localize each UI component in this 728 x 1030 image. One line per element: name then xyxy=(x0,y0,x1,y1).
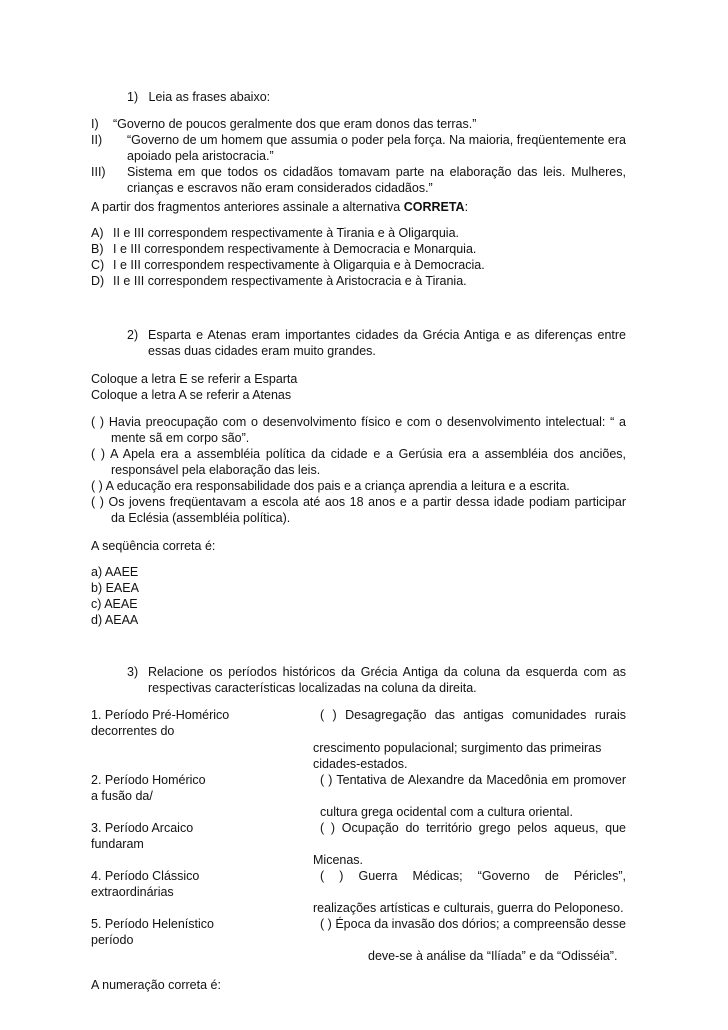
q1-option-d xyxy=(91,273,467,289)
q2-title-line-1: Esparta e Atenas eram importantes cidades da Grécia Antiga e as diferenças entre xyxy=(148,328,626,342)
q2-answer-b: b) EAEA xyxy=(91,581,139,595)
q2-item-4-line-1: ( ) Os jovens freqüentavam a escola até aos 18 anos e a partir dessa idade podiam participar xyxy=(91,495,626,509)
q1-option-c-text: I e III correspondem respectivamente à Oligarquia e à Democracia. xyxy=(113,258,485,272)
q2-answer-c: c) AEAE xyxy=(91,597,138,611)
q3-left-5-cont: período xyxy=(91,933,134,947)
q1-instruction-text: A partir dos fragmentos anteriores assinale a alternativa xyxy=(91,200,401,214)
q3-left-5: 5. Período Helenístico xyxy=(91,917,214,931)
q1-option-d-letter: D) xyxy=(91,274,105,288)
q3-left-3-cont: fundaram xyxy=(91,837,144,851)
q3-left-2-cont: a fusão da/ xyxy=(91,789,153,803)
q1-instruction-suffix: : xyxy=(464,200,469,214)
q3-left-4: 4. Período Clássico xyxy=(91,869,200,883)
q3-right-1-line-1: ( ) Desagregação das antigas comunidades rurais xyxy=(320,708,626,722)
q2-item-4-line-2: da Eclésia (assembléia política). xyxy=(111,511,291,525)
q1-item-1-num: I) xyxy=(91,117,99,131)
q1-item-3-num: III) xyxy=(91,165,106,179)
q1-item-3-line-1: Sistema em que todos os cidadãos tomavam parte na elaboração das leis. Mulheres, xyxy=(127,165,626,179)
q3-right-4-line-1: ( ) Guerra Médicas; “Governo de Péricles”, xyxy=(320,869,626,883)
q1-title: 1) Leia as frases abaixo: xyxy=(127,90,271,104)
q1-option-b-letter: B) xyxy=(91,242,104,256)
q2-item-2-line-2: responsável pela elaboração das leis. xyxy=(111,463,321,477)
q2-legend-e: Coloque a letra E se referir a Esparta xyxy=(91,372,298,386)
q3-title-line-2: respectivas características localizadas na coluna da direita. xyxy=(148,681,477,695)
q2-num: 2) xyxy=(127,328,139,342)
q1-option-b xyxy=(91,241,476,257)
q1-instruction xyxy=(91,199,468,215)
q3-prompt: A numeração correta é: xyxy=(91,978,221,992)
q3-left-1: 1. Período Pré-Homérico xyxy=(91,708,230,722)
q1-option-a-letter: A) xyxy=(91,226,104,240)
q1-instruction-bold: CORRETA xyxy=(403,200,465,214)
q1-item-2-num: II) xyxy=(91,133,103,147)
q1-option-c-letter: C) xyxy=(91,258,105,272)
q3-title-line-1: Relacione os períodos históricos da Grécia Antiga da coluna da esquerda com as xyxy=(148,665,626,679)
q2-legend-a: Coloque a letra A se referir a Atenas xyxy=(91,388,292,402)
q1-option-a xyxy=(91,225,459,241)
q3-right-5-line-2: deve-se à análise da “Ilíada” e da “Odisséia”. xyxy=(368,949,618,963)
q3-right-3-line-2: Micenas. xyxy=(313,853,364,867)
q1-option-d-text: II e III correspondem respectivamente à Aristocracia e à Tirania. xyxy=(113,274,467,288)
q1-option-a-text: II e III correspondem respectivamente à Tirania e à Oligarquia. xyxy=(113,226,460,240)
q3-right-4-line-2: realizações artísticas e culturais, guerra do Peloponeso. xyxy=(313,901,624,915)
q1-option-b-text: I e III correspondem respectivamente à Democracia e Monarquia. xyxy=(113,242,477,256)
q2-item-3: ( ) A educação era responsabilidade dos pais e a criança aprendia a leitura e a escrita. xyxy=(91,479,570,493)
q2-item-1-line-1: ( ) Havia preocupação com o desenvolvimento físico e com o desenvolvimento intelectual: “ a xyxy=(91,415,626,429)
q3-right-3-line-1: ( ) Ocupação do território grego pelos aqueus, que xyxy=(320,821,626,835)
q3-right-2-line-2: cultura grega ocidental com a cultura oriental. xyxy=(320,805,573,819)
q1-item-3-line-2: crianças e escravos não eram considerados cidadãos.” xyxy=(127,181,433,195)
q1-item-2-line-1: “Governo de um homem que assumia o poder pela força. Na maioria, freqüentemente era xyxy=(127,133,626,147)
q3-left-3: 3. Período Arcaico xyxy=(91,821,194,835)
q2-item-2-line-1: ( ) A Apela era a assembléia política da cidade e a Gerúsia era a assembléia dos anciões, xyxy=(91,447,626,461)
q2-answer-a: a) AAEE xyxy=(91,565,139,579)
q1-item-1-text: “Governo de poucos geralmente dos que eram donos das terras.” xyxy=(113,117,477,131)
q1-item-1 xyxy=(91,116,476,132)
q2-item-1-line-2: mente sã em corpo são”. xyxy=(111,431,250,445)
q3-right-2-line-1: ( ) Tentativa de Alexandre da Macedônia em promover xyxy=(320,773,626,787)
q3-right-1-line-2: crescimento populacional; surgimento das primeiras xyxy=(313,741,602,755)
q3-num: 3) xyxy=(127,665,139,679)
q1-item-2-line-2: apoiado pela aristocracia.” xyxy=(127,149,274,163)
q3-right-5-line-1: ( ) Época da invasão dos dórios; a compreensão desse xyxy=(320,917,626,931)
q2-answer-d: d) AEAA xyxy=(91,613,139,627)
q3-left-4-cont: extraordinárias xyxy=(91,885,174,899)
q2-title-line-2: essas duas cidades eram muito grandes. xyxy=(148,344,376,358)
q2-prompt: A seqüência correta é: xyxy=(91,539,216,553)
q3-left-2: 2. Período Homérico xyxy=(91,773,206,787)
q1-option-c xyxy=(91,257,485,273)
q3-right-1-line-3: cidades-estados. xyxy=(313,757,408,771)
q3-left-1-cont: decorrentes do xyxy=(91,724,175,738)
